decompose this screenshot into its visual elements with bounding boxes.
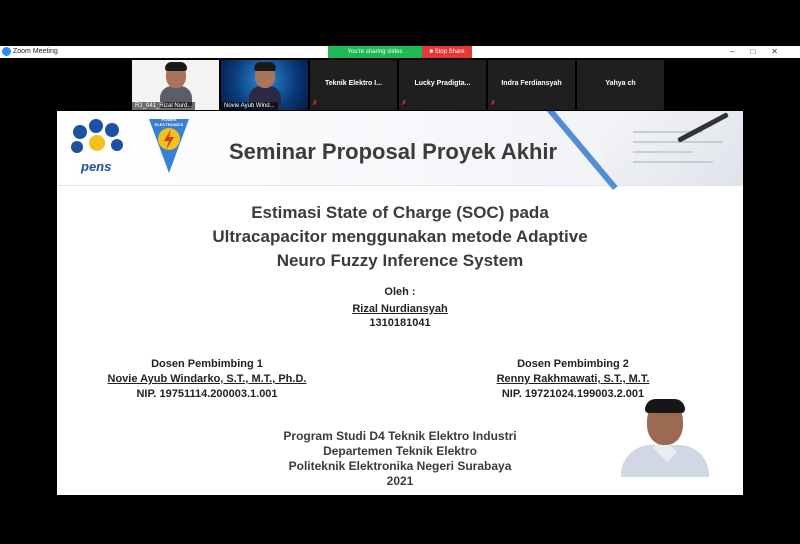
participant-tile[interactable]: [399, 60, 486, 110]
mic-muted-icon: ✗: [490, 100, 496, 107]
mic-muted-icon: ✗: [401, 100, 407, 107]
participant-tile[interactable]: [310, 60, 397, 110]
by-label: Oleh :: [384, 286, 416, 298]
participant-strip: [132, 60, 668, 110]
power-electronics-logo-text: POWER ELECTRONICS: [154, 117, 184, 127]
supervisor-name: Renny Rakhmawati, S.T., M.T.: [496, 373, 650, 385]
thesis-title: [57, 201, 743, 273]
institution-line: 2021: [386, 474, 414, 488]
stop-share-label: Stop Share: [434, 49, 465, 55]
participant-video: [160, 64, 192, 106]
presenter-webcam-overlay[interactable]: [617, 399, 713, 477]
maximize-icon[interactable]: □: [750, 47, 772, 56]
institution-block: [217, 429, 583, 489]
sharing-indicator[interactable]: You're sharing slides: [328, 46, 422, 58]
minimize-icon[interactable]: –: [730, 47, 751, 56]
window-title: Zoom Meeting: [13, 48, 58, 55]
close-icon[interactable]: ✕: [771, 47, 794, 56]
supervisor-nip: NIP. 19721024.199003.2.001: [501, 388, 645, 400]
institution-line: Program Studi D4 Teknik Elektro Industri: [283, 429, 517, 443]
pens-logo-text: pens: [81, 159, 112, 174]
window-controls: [730, 46, 794, 58]
window-titlebar: [0, 46, 800, 58]
supervisor-nip: NIP. 19751114.200003.1.001: [136, 388, 278, 400]
supervisor-label: Dosen Pembimbing 2: [517, 358, 629, 370]
participant-name: R1_041_Rizal Nurd...: [132, 102, 195, 110]
student-name: Rizal Nurdiansyah: [352, 303, 448, 315]
institution-line: Departemen Teknik Elektro: [323, 444, 477, 458]
supervisor-1: [57, 357, 357, 402]
participant-name: Teknik Elektro I...: [324, 80, 383, 87]
supervisor-label: Dosen Pembimbing 1: [151, 358, 263, 370]
institution-line: Politeknik Elektronika Negeri Surabaya: [288, 459, 512, 473]
participant-name: Lucky Pradigta...: [414, 80, 471, 87]
participant-tile[interactable]: [488, 60, 575, 110]
student-id: 1310181041: [369, 317, 431, 329]
participant-video: [249, 64, 281, 106]
thesis-title-line: Ultracapacitor menggunakan metode Adaptive: [212, 227, 588, 246]
participant-tile[interactable]: [221, 60, 308, 110]
participant-tile[interactable]: [132, 60, 219, 110]
stop-share-button[interactable]: ■ Stop Share: [422, 46, 472, 58]
document-pen-graphic: [603, 111, 743, 185]
thesis-title-line: Estimasi State of Charge (SOC) pada: [251, 203, 549, 222]
supervisor-2: [423, 357, 723, 402]
participant-name: Indra Ferdiansyah: [501, 80, 562, 87]
thesis-title-line: Neuro Fuzzy Inference System: [276, 251, 524, 270]
slide-header: [57, 111, 743, 186]
slide-header-title: Seminar Proposal Proyek Akhir: [229, 139, 558, 164]
mic-muted-icon: ✗: [312, 100, 318, 107]
shared-slide: [57, 111, 743, 495]
zoom-logo-icon: [2, 47, 11, 56]
participant-tile[interactable]: [577, 60, 664, 110]
participant-name: Yahya ch: [605, 80, 636, 87]
participant-name: Novie Ayub Wind...: [221, 102, 278, 110]
supervisor-name: Novie Ayub Windarko, S.T., M.T., Ph.D.: [107, 373, 307, 385]
